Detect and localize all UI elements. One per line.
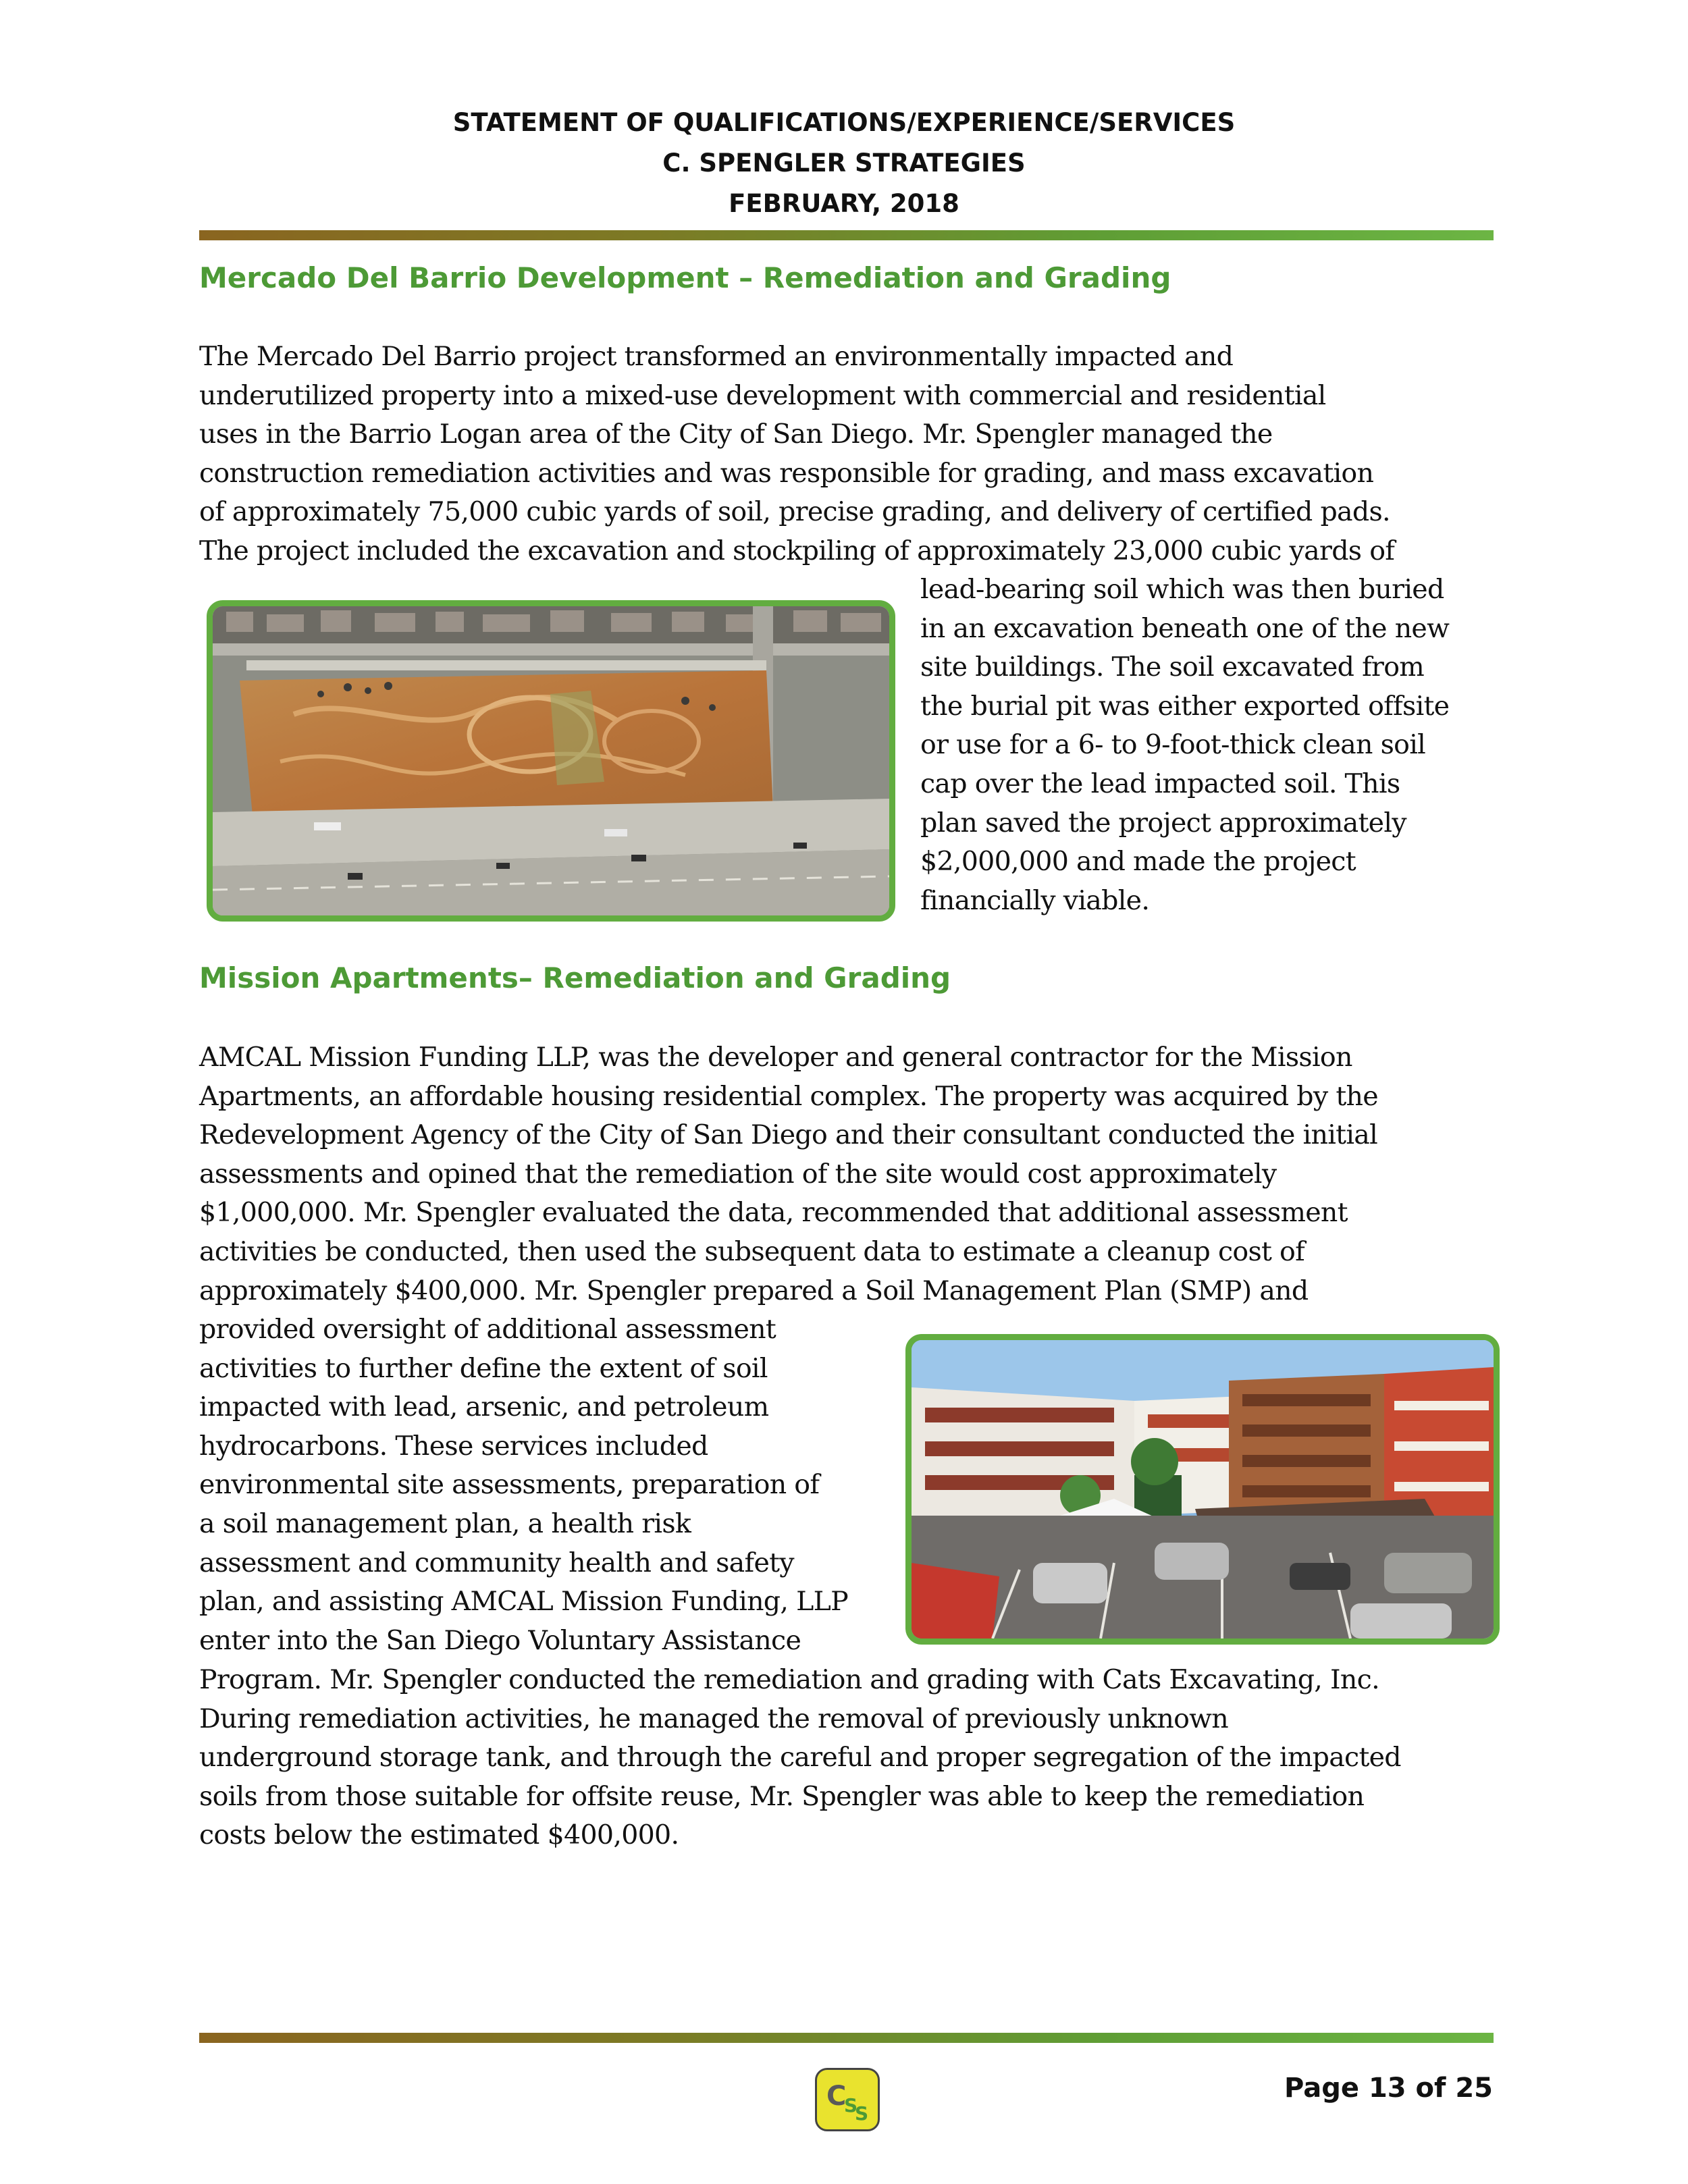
- text-line: plan, and assisting AMCAL Mission Funding, LLP: [199, 1586, 849, 1618]
- text-line: or use for a 6- to 9-foot-thick clean soil: [920, 729, 1426, 761]
- text-line: activities to further define the extent of soil: [199, 1352, 768, 1384]
- text-line: The Mercado Del Barrio project transformed an environmentally impacted and: [199, 341, 1234, 372]
- mission-paragraph-top: [199, 1038, 1496, 1310]
- text-line: of approximately 75,000 cubic yards of soil, precise grading, and delivery of certified pads.: [199, 496, 1390, 528]
- text-line: The project included the excavation and stockpiling of approximately 23,000 cubic yards of: [199, 535, 1395, 566]
- text-line: activities be conducted, then used the subsequent data to estimate a cleanup cost of: [199, 1235, 1305, 1267]
- text-line: impacted with lead, arsenic, and petroleum: [199, 1391, 769, 1423]
- header-divider: [199, 230, 1494, 240]
- text-line: AMCAL Mission Funding LLP, was the developer and general contractor for the Mission: [199, 1042, 1352, 1073]
- text-line: construction remediation activities and was responsible for grading, and mass excavation: [199, 457, 1374, 489]
- text-line: $2,000,000 and made the project: [920, 846, 1356, 878]
- footer-divider: [199, 2033, 1494, 2043]
- text-line: provided oversight of additional assessment: [199, 1314, 776, 1345]
- section-title-mission: Mission Apartments– Remediation and Grading: [199, 961, 951, 994]
- text-line: Redevelopment Agency of the City of San Diego and their consultant conducted the initial: [199, 1119, 1378, 1151]
- text-line: cap over the lead impacted soil. This: [920, 768, 1400, 799]
- company-logo: [815, 2068, 880, 2131]
- svg-text:C: C: [826, 2081, 847, 2112]
- text-line: enter into the San Diego Voluntary Assistance: [199, 1624, 801, 1656]
- section-title-mercado: Mercado Del Barrio Development – Remediation and Grading: [199, 261, 1171, 294]
- mission-paragraph-wrap: [199, 1310, 901, 1660]
- text-line: underground storage tank, and through the careful and proper segregation of the impacted: [199, 1742, 1401, 1774]
- svg-text:S: S: [855, 2102, 869, 2125]
- text-line: underutilized property into a mixed-use development with commercial and residential: [199, 379, 1326, 411]
- text-line: Program. Mr. Spengler conducted the remediation and grading with Cats Excavating, Inc.: [199, 1664, 1379, 1695]
- text-line: site buildings. The soil excavated from: [920, 651, 1425, 683]
- mercado-paragraph-wrap: [920, 570, 1501, 920]
- text-line: lead-bearing soil which was then buried: [920, 574, 1444, 605]
- text-line: the burial pit was either exported offsite: [920, 690, 1450, 722]
- text-line: $1,000,000. Mr. Spengler evaluated the data, recommended that additional assessment: [199, 1197, 1348, 1229]
- text-line: a soil management plan, a health risk: [199, 1508, 691, 1539]
- text-line: assessment and community health and safety: [199, 1547, 794, 1578]
- text-line: uses in the Barrio Logan area of the City of San Diego. Mr. Spengler managed the: [199, 419, 1273, 450]
- text-line: assessments and opined that the remediation of the site would cost approximately: [199, 1158, 1277, 1190]
- mission-paragraph-bottom: [199, 1661, 1496, 1855]
- text-line: Apartments, an affordable housing residential complex. The property was acquired by the: [199, 1080, 1378, 1112]
- header-title: STATEMENT OF QUALIFICATIONS/EXPERIENCE/SERVICES: [452, 108, 1236, 137]
- apartments-photo: [905, 1334, 1500, 1645]
- text-line: plan saved the project approximately: [920, 807, 1406, 838]
- svg-text:S: S: [844, 2094, 858, 2116]
- document-header: [0, 103, 1688, 224]
- text-line: financially viable.: [920, 884, 1150, 916]
- text-line: costs below the estimated $400,000.: [199, 1819, 679, 1851]
- page-number: Page 13 of 25: [1284, 2073, 1493, 2104]
- text-line: in an excavation beneath one of the new: [920, 612, 1450, 644]
- text-line: hydrocarbons. These services included: [199, 1430, 708, 1462]
- text-line: environmental site assessments, preparation of: [199, 1469, 820, 1501]
- header-company: C. SPENGLER STRATEGIES: [662, 149, 1026, 178]
- text-line: approximately $400,000. Mr. Spengler prepared a Soil Management Plan (SMP) and: [199, 1275, 1309, 1306]
- aerial-grading-photo: [207, 600, 895, 922]
- text-line: soils from those suitable for offsite reuse, Mr. Spengler was able to keep the remediation: [199, 1780, 1365, 1812]
- mercado-paragraph-top: [199, 338, 1496, 571]
- header-date: FEBRUARY, 2018: [729, 189, 959, 218]
- text-line: During remediation activities, he managed the removal of previously unknown: [199, 1703, 1229, 1734]
